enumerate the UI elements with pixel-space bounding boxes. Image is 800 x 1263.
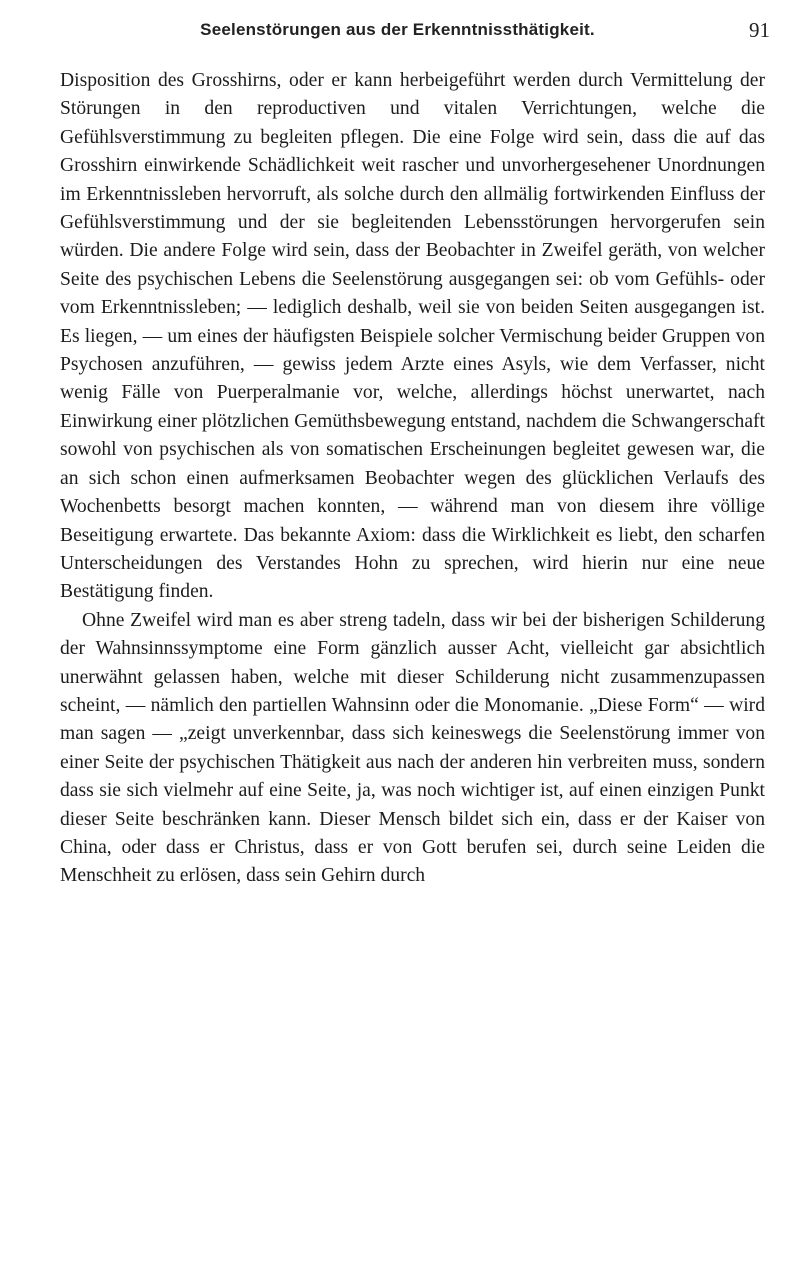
body-text xyxy=(60,67,765,891)
paragraph-new: Ohne Zweifel wird man es aber streng tadeln, dass wir bei der bisherigen Schilderung der Wahnsinnssymptome eine Form gänzlich ausser Acht, vielleicht gar absichtlich unerwähnt gelassen haben, welche mit dieser Schilderung nicht zusammenzupassen scheint, — nämlich den partiellen Wahnsinn oder die Monomanie. „Diese Form“ — wird man sagen — „zeigt unverkennbar, dass sich keineswegs die Seelenstörung immer von einer Seite der psychischen Thätigkeit aus nach der anderen hin verbreiten muss, sondern dass sie sich vielmehr auf eine Seite, ja, was noch wichtiger ist, auf einen einzigen Punkt dieser Seite beschränken kann. Dieser Mensch bildet sich ein, dass er der Kaiser von China, oder dass er Christus, dass er von Gott berufen sei, durch seine Leiden die Menschheit zu erlösen, dass sein Gehirn durch xyxy=(60,609,765,887)
page-number: 91 xyxy=(749,18,770,42)
paragraph-continued: Disposition des Grosshirns, oder er kann herbeigeführt werden durch Vermittelung der Störungen in den reproductiven und vitalen Verrichtungen, welche die Gefühlsverstimmung zu begleiten pflegen. Die eine Folge wird sein, dass die auf das Grosshirn einwirkende Schädlichkeit weit rascher und unvorhergesehener Unordnungen im Erkenntnissleben hervorruft, als solche durch den allmälig fortwirkenden Einfluss der Gefühlsverstimmung und der sie begleitenden Lebensstörungen hervorgerufen sein würden. Die andere Folge wird sein, dass der Beobachter in Zweifel geräth, von welcher Seite des psychischen Lebens die Seelenstörung ausgegangen sei: ob vom Gefühls- oder vom Erkenntnissleben; — lediglich deshalb, weil sie von beiden Seiten ausgegangen ist. Es liegen, — um eines der häufigsten Beispiele solcher Vermischung beider Gruppen von Psychosen anzuführen, — gewiss jedem Arzte eines Asyls, wie dem Verfasser, nicht wenig Fälle von Puerperalmanie vor, welche, allerdings höchst unerwartet, nach Einwirkung einer plötzlichen Gemüthsbewegung entstand, nachdem die Schwangerschaft sowohl von psychischen als von somatischen Erscheinungen begleitet gewesen war, die an sich schon einen aufmerksamen Beobachter wegen des glücklichen Verlaufs des Wochenbetts besorgt machen konnten, — während man von diesem ihre völlige Beseitigung erwartete. Das bekannte Axiom: dass die Wirklichkeit es liebt, den scharfen Unterscheidungen des Verstandes Hohn zu sprechen, wird hierin nur eine neue Bestätigung finden. xyxy=(60,70,765,603)
running-title: Seelenstörungen aus der Erkenntnissthätigkeit. xyxy=(200,20,595,39)
running-head xyxy=(95,20,770,46)
